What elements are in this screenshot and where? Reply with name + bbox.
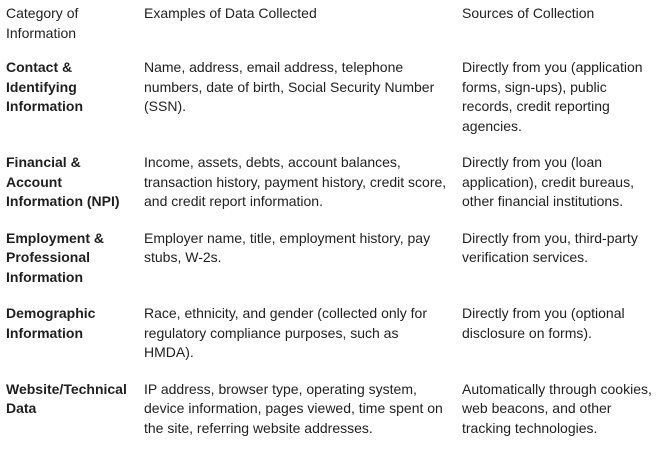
row-examples: Income, assets, debts, account balances, transaction history, payment history, credit score, and credit report information. — [144, 153, 462, 229]
row-examples: IP address, browser type, operating system, device information, pages viewed, time spent on the site, referring website addresses. — [144, 380, 462, 455]
row-sources: Automatically through cookies, web beacons, and other tracking technologies. — [462, 380, 658, 455]
row-examples: Race, ethnicity, and gender (collected only for regulatory compliance purposes, such as HMDA). — [144, 304, 462, 380]
row-category: Demographic Information — [0, 304, 144, 380]
row-sources: Directly from you, third-party verification services. — [462, 229, 658, 305]
row-sources: Directly from you (loan application), credit bureaus, other financial institutions. — [462, 153, 658, 229]
table-header — [0, 0, 658, 58]
table-row — [0, 229, 658, 305]
table-body — [0, 58, 658, 455]
row-category: Employment & Professional Information — [0, 229, 144, 305]
row-category: Contact & Identifying Information — [0, 58, 144, 153]
table-row — [0, 380, 658, 455]
header-examples: Examples of Data Collected — [144, 0, 462, 58]
row-sources: Directly from you (application forms, sign-ups), public records, credit reporting agencies. — [462, 58, 658, 153]
table-row — [0, 304, 658, 380]
header-sources: Sources of Collection — [462, 0, 658, 58]
row-category: Website/Technical Data — [0, 380, 144, 455]
header-row — [0, 0, 658, 58]
row-examples: Name, address, email address, telephone numbers, date of birth, Social Security Number (SSN). — [144, 58, 462, 153]
table-row — [0, 58, 658, 153]
table-row — [0, 153, 658, 229]
header-category: Category of Information — [0, 0, 144, 58]
row-examples: Employer name, title, employment history, pay stubs, W-2s. — [144, 229, 462, 305]
row-sources: Directly from you (optional disclosure on forms). — [462, 304, 658, 380]
row-category: Financial & Account Information (NPI) — [0, 153, 144, 229]
